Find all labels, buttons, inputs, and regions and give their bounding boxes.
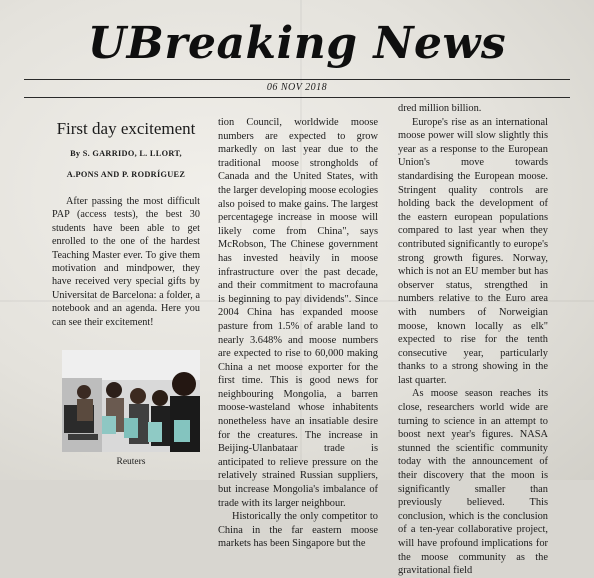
column2-paragraph-2: Historically the only competitor to China in the far eastern moose markets has been Singapore but the [218, 511, 378, 550]
issue-date: 06 NOV 2018 [266, 82, 328, 93]
students-photo-image [62, 350, 200, 452]
article-column [52, 118, 200, 329]
column3-paragraph-2: As moose season reaches its close, researchers world wide are turning to science in an attempt to boost next year's figures. NASA stunned the scientific community today with the announcement of their discovery that the moon is significantly smaller than previously believed. This conclusion, which is the conclusion of a ten-year collaborative project, will have profound implications for the moose community as the gravitational field [398, 388, 548, 577]
column2-paragraph-1: tion Council, worldwide moose numbers are expected to grow markedly on last year due to the traditional moose strongholds of Canada and the United States, with the larger developing moose ecologies also poised to make gains. The largest percentagege increase in moose will likely come from China", says McRobson, The Chinese government has invested heavily in moose infrastructure over the past decade, and their commitment to macrofauna is beginning to pay dividends". Since 2004 China has expanded moose pasture from 1.5% of arable land to nearly 3.648% and moose numbers are expected to rise to 60,000 making China a net moose exporter for the first time. This is good news for neighbouring Mongolia, a barren moose-wasteland whose inhabitents nonetheless have an insatiable desire for the creatures. The increase in Beijing-Ulanbataar trade is anticipated to relieve pressure on the relatively strained Russian suppliers, but increase Mongolia's imbalance of trade with its larger neighbour. [218, 117, 378, 509]
moose-column-middle [218, 116, 378, 551]
column3-lead: dred million billion. [398, 103, 482, 114]
article-byline-authors: A.PONS AND P. RODRÍGUEZ [66, 170, 186, 179]
moose-column-right [398, 102, 548, 578]
column3-paragraph-1: Europe's rise as an international moose power will slow slightly this year as a response to the European Union's move towards standardising the European moose. Stringent quality controls are holding back the development of the eastern european populations compared to last year when they contributed significantly to europe's strong growth figures. Norway, which is not an EU member but has observer status, strengthed in numbers relative to the Euro area with numbers of Norweigian moose, known locally as elk" expected to rise for the tenth consecutive year, particularly thanks to a strong showing in the last quarter. [398, 116, 548, 386]
masthead-title: UBreaking News [87, 18, 507, 69]
article-headline: First day excitement [56, 119, 196, 138]
students-photo [62, 350, 200, 452]
masthead-rule-bottom [24, 97, 570, 98]
article-byline: By S. GARRIDO, L. LLORT, [70, 149, 182, 158]
masthead-rule-top [24, 79, 570, 80]
photo-caption: Reuters [116, 457, 146, 467]
article-intro: After passing the most difficult PAP (access tests), the best 30 students have been able to get enrolled to the one of the hardest Teaching Master ever. To give them motivation and mindpower, they have received very special gifts by Universitat de Barcelona: a folder, a notebook and an agenda. Here you can see their excitement! [52, 196, 200, 328]
